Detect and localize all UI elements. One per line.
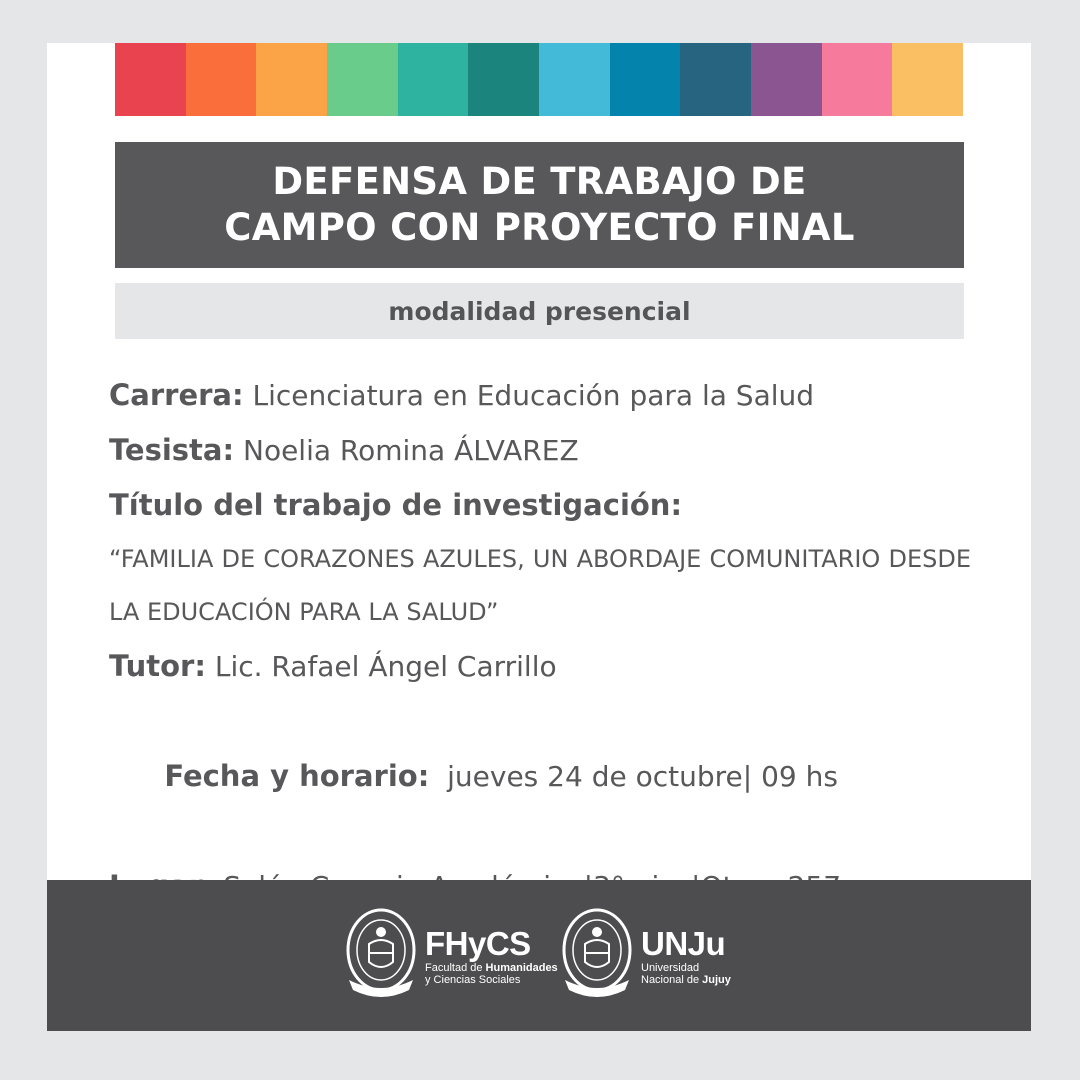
title-line-1: DEFENSA DE TRABAJO DE (272, 160, 807, 203)
footer-bar (47, 880, 1031, 1031)
color-stripe-10 (751, 43, 822, 116)
tesista-label: Tesista: (109, 433, 235, 467)
fhycs-sub1-b: Humanidades (485, 962, 558, 974)
color-stripe-2 (186, 43, 257, 116)
detail-titulo (109, 478, 971, 533)
title-line-2: CAMPO CON PROYECTO FINAL (224, 206, 855, 249)
fhycs-subtitle-2: y Ciencias Sociales (425, 974, 521, 986)
announcement-card (47, 43, 1031, 1031)
detail-fecha (109, 694, 971, 859)
unju-sub2-b: Jujuy (702, 974, 731, 986)
unju-subtitle-2 (641, 974, 731, 986)
color-stripe-8 (610, 43, 681, 116)
detail-carrera (109, 368, 971, 423)
unju-brand (641, 926, 731, 986)
fecha-value: jueves 24 de octubre| 09 hs (429, 760, 838, 793)
unju-name: UNJu (641, 925, 726, 962)
color-stripe-4 (327, 43, 398, 116)
color-stripe-3 (256, 43, 327, 116)
fecha-label: Fecha y horario: (164, 759, 430, 793)
color-stripe-6 (468, 43, 539, 116)
university-seal-icon (345, 906, 417, 1006)
titulo-label: Título del trabajo de investigación: (109, 488, 683, 522)
fhycs-brand (425, 926, 558, 986)
color-stripes (115, 43, 963, 116)
event-details (109, 368, 971, 914)
tutor-label: Tutor: (109, 649, 206, 683)
unju-sub2-a: Nacional de (641, 974, 703, 986)
fhycs-logo (345, 906, 558, 1006)
unju-logo (561, 906, 731, 1006)
modality-banner (115, 283, 964, 339)
fhycs-name: FHyCS (425, 925, 531, 962)
tutor-value: Lic. Rafael Ángel Carrillo (205, 650, 557, 683)
university-seal-icon (561, 906, 633, 1006)
fhycs-subtitle-1 (425, 962, 558, 974)
detail-tutor (109, 639, 971, 694)
color-stripe-12 (892, 43, 963, 116)
color-stripe-7 (539, 43, 610, 116)
color-stripe-5 (398, 43, 469, 116)
title-banner (115, 142, 964, 268)
color-stripe-11 (822, 43, 893, 116)
color-stripe-9 (680, 43, 751, 116)
carrera-label: Carrera: (109, 378, 244, 412)
thesis-title: “FAMILIA DE CORAZONES AZULES, UN ABORDAJE COMUNITARIO DESDE LA EDUCACIÓN PARA LA SALUD” (109, 545, 971, 626)
unju-subtitle-1: Universidad (641, 962, 700, 974)
color-stripe-1 (115, 43, 186, 116)
carrera-value: Licenciatura en Educación para la Salud (243, 379, 815, 412)
modality-label: modalidad presencial (388, 296, 691, 326)
fhycs-sub1-a: Facultad de (425, 962, 486, 974)
tesista-value: Noelia Romina ÁLVAREZ (234, 434, 579, 467)
detail-tesista (109, 423, 971, 478)
